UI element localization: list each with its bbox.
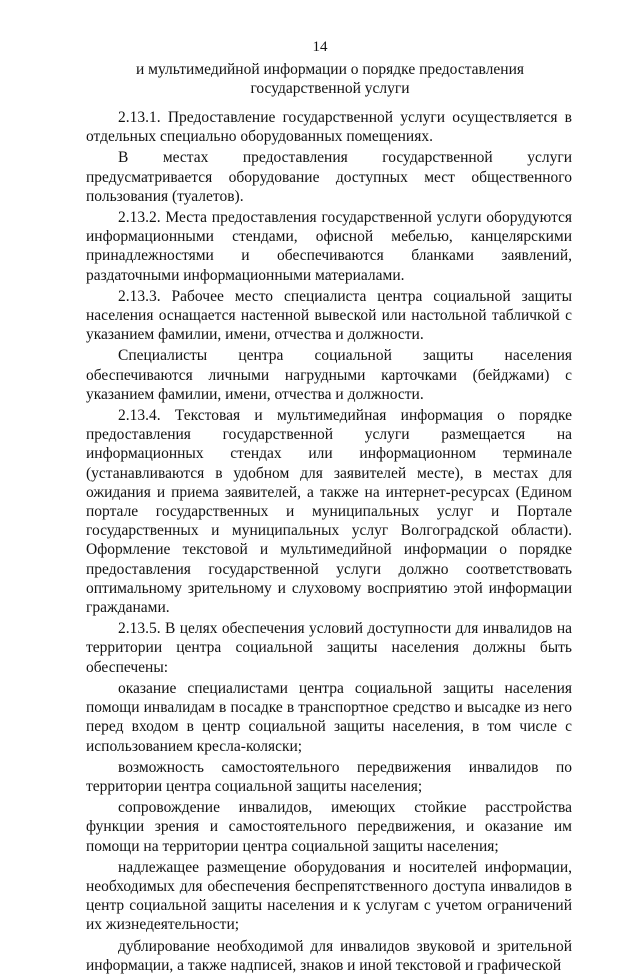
- paragraph-equipment-placement: надлежащее размещение оборудования и носителей информации, необходимых для обеспечения беспрепятственного доступа инвалидов в центр социальной защиты населения и к услугам с учетом ограничений их жизнедеятельности;: [86, 858, 572, 934]
- paragraph-2-13-5: 2.13.5. В целях обеспечения условий доступности для инвалидов на территории центра социальной защиты населения должны быть обеспечены:: [86, 620, 572, 676]
- document-body: [86, 108, 572, 975]
- paragraph-duplication: дублирование необходимой для инвалидов звуковой и зрительной информации, а также надписей, знаков и иной текстовой и графической: [86, 937, 572, 974]
- page-number: 14: [312, 39, 328, 55]
- paragraph-badges: Специалисты центра социальной защиты населения обеспечиваются личными нагрудными карточками (бейджами) с указанием фамилии, имени, отчества и должности.: [86, 347, 572, 403]
- paragraph-2-13-4: 2.13.4. Текстовая и мультимедийная информация о порядке предоставления государственной услуги размещается на информационных стендах или информационном терминале (устанавливаются в удобном для заявителей месте), в местах для ожидания и приема заявителей, а также на интернет-ресурсах (Едином портале государственных и муниципальных услуг и Портале государственных и муниципальных услуг Волгоградской области). Оформление текстовой и мультимедийной информации о порядке предоставления государственной услуги должно соответствовать оптимальному зрительному и слуховому восприятию этой информации гражданами.: [86, 407, 572, 617]
- paragraph-2-13-3: 2.13.3. Рабочее место специалиста центра социальной защиты населения оснащается настенной вывеской или настольной табличкой с указанием фамилии, имени, отчества и должности.: [86, 287, 572, 344]
- paragraph-assistance-boarding: оказание специалистами центра социальной защиты населения помощи инвалидам в посадке в транспортное средство и высадке из него перед входом в центр социальной защиты населения, в том числе с использованием кресла-коляски;: [86, 679, 572, 755]
- heading-line: государственной услуги: [250, 80, 410, 97]
- heading-line: и мультимедийной информации о порядке предоставления: [136, 61, 524, 78]
- paragraph-independent-movement: возможность самостоятельного передвижения инвалидов по территории центра социальной защиты населения;: [86, 758, 572, 795]
- paragraph-2-13-1: 2.13.1. Предоставление государственной услуги осуществляется в отдельных специально оборудованных помещениях.: [86, 109, 572, 146]
- paragraph-escort: сопровождение инвалидов, имеющих стойкие расстройства функции зрения и самостоятельного передвижения, и оказание им помощи на территории центра социальной защиты населения;: [86, 799, 572, 855]
- paragraph-toilets: В местах предоставления государственной услуги предусматривается оборудование доступных мест общественного пользования (туалетов).: [86, 149, 572, 205]
- paragraph-2-13-2: 2.13.2. Места предоставления государственной услуги оборудуются информационными стендами, офисной мебелью, канцелярскими принадлежностями и обеспечиваются бланками заявлений, раздаточными информационными материалами.: [86, 209, 572, 284]
- section-heading: [80, 60, 580, 98]
